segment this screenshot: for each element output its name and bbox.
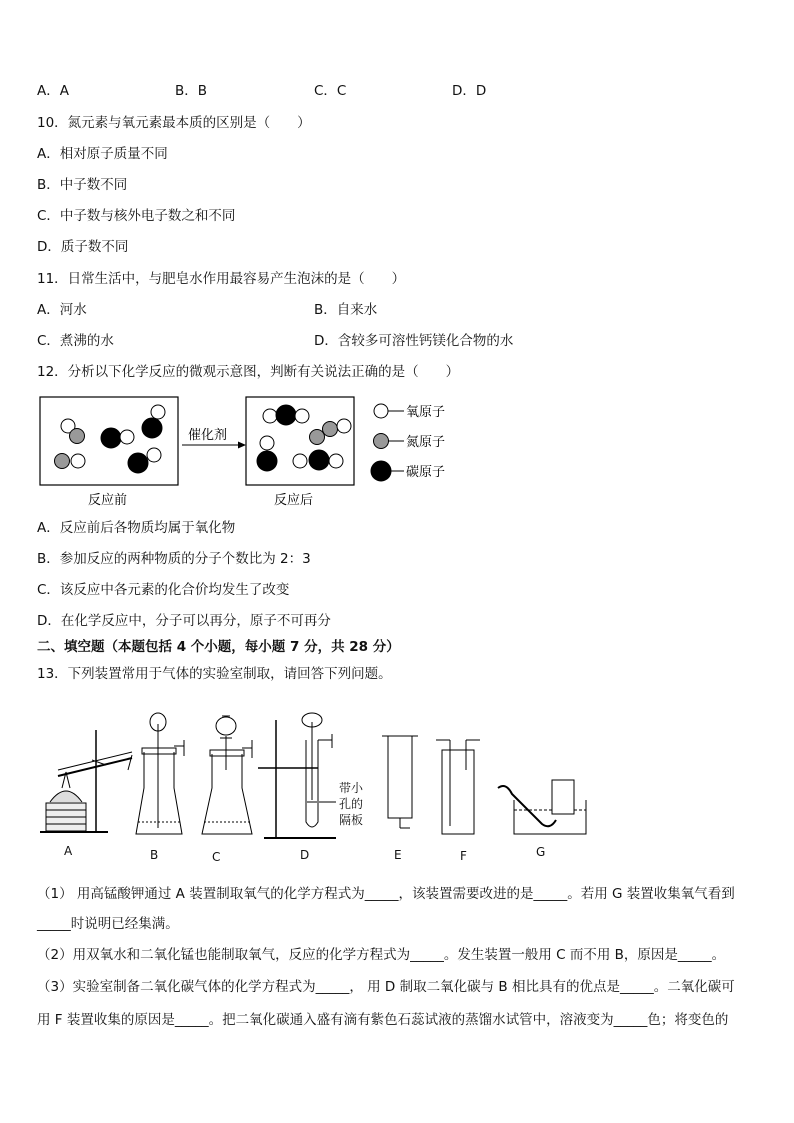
q9-option-c: C．C — [314, 83, 347, 99]
apparatus-figure — [36, 710, 596, 865]
svg-text:氮原子: 氮原子 — [406, 435, 446, 450]
partition-label-3: 隔板 — [339, 813, 364, 827]
partition-label-1: 带小 — [339, 781, 364, 795]
svg-text:氧原子: 氧原子 — [406, 405, 446, 420]
label-f: F — [460, 849, 467, 863]
q13-part3-line2: 用 F 装置收集的原因是_____。把二氧化碳通入盛有滴有紫色石蕊试液的蒸馏水试管中，溶液变为_____色；将变色的 — [37, 1012, 729, 1028]
label-e: E — [394, 848, 402, 862]
q9-option-a: A．A — [37, 83, 69, 99]
partition-label-2: 孔的 — [339, 797, 364, 811]
label-a: A — [64, 844, 73, 858]
q11-option-a: A．河水 — [37, 302, 87, 318]
q12-option-c: C．该反应中各元素的化合价均发生了改变 — [37, 582, 290, 598]
q10-option-a: A．相对原子质量不同 — [37, 146, 168, 162]
apparatus-a — [40, 730, 132, 832]
label-b: B — [150, 848, 159, 862]
q11-option-d: D．含较多可溶性钙镁化合物的水 — [314, 333, 514, 349]
q9-option-d: D．D — [452, 83, 487, 99]
q10-stem: 10．氮元素与氧元素最本质的区别是（ ） — [37, 115, 311, 131]
q13-part1-line2: _____时说明已经集满。 — [37, 916, 179, 932]
apparatus-f — [436, 740, 480, 834]
q12-option-d: D．在化学反应中，分子可以再分，原子不可再分 — [37, 613, 331, 629]
q13-part1-line1: （1） 用高锰酸钾通过 A 装置制取氧气的化学方程式为_____，该装置需要改进的是_____。若用 G 装置收集氧气看到 — [37, 886, 735, 902]
apparatus-e — [382, 736, 418, 828]
label-d: D — [300, 848, 310, 862]
q12-option-b: B．参加反应的两种物质的分子个数比为 2：3 — [37, 551, 311, 567]
q13-stem: 13．下列装置常用于气体的实验室制取，请回答下列问题。 — [37, 666, 392, 682]
label-c: C — [212, 850, 221, 864]
section-heading: 二、填空题（本题包括 4 个小题，每小题 7 分，共 28 分） — [37, 639, 400, 655]
q11-option-c: C．煮沸的水 — [37, 333, 114, 349]
q9-option-b: B．B — [175, 83, 208, 99]
reaction-diagram — [36, 393, 466, 513]
q12-stem: 12．分析以下化学反应的微观示意图，判断有关说法正确的是（ ） — [37, 364, 460, 380]
q11-stem: 11．日常生活中，与肥皂水作用最容易产生泡沫的是（ ） — [37, 271, 406, 287]
svg-text:碳原子: 碳原子 — [406, 465, 446, 480]
legend-oxygen — [374, 404, 445, 420]
q10-option-b: B．中子数不同 — [37, 177, 128, 193]
q10-option-d: D．质子数不同 — [37, 239, 129, 255]
legend-carbon — [371, 461, 445, 481]
after-label: 反应后 — [274, 493, 314, 508]
q13-part3-line1: （3）实验室制备二氧化碳气体的化学方程式为_____， 用 D 制取二氧化碳与 B 相比具有的优点是_____。二氧化碳可 — [37, 979, 735, 995]
q10-option-c: C．中子数与核外电子数之和不同 — [37, 208, 236, 224]
label-g: G — [536, 845, 546, 859]
before-label: 反应前 — [88, 493, 128, 508]
legend-nitrogen — [374, 434, 446, 451]
q13-part2: （2）用双氧水和二氧化锰也能制取氧气，反应的化学方程式为_____。发生装置一般用 C 而不用 B，原因是_____。 — [37, 947, 726, 963]
q12-option-a: A．反应前后各物质均属于氧化物 — [37, 520, 236, 536]
apparatus-g — [498, 780, 586, 834]
apparatus-c — [202, 716, 252, 834]
arrow-head — [238, 442, 246, 449]
apparatus-b — [136, 713, 184, 834]
catalyst-label: 催化剂 — [188, 428, 228, 443]
apparatus-d — [258, 713, 336, 838]
q11-option-b: B．自来水 — [314, 302, 378, 318]
